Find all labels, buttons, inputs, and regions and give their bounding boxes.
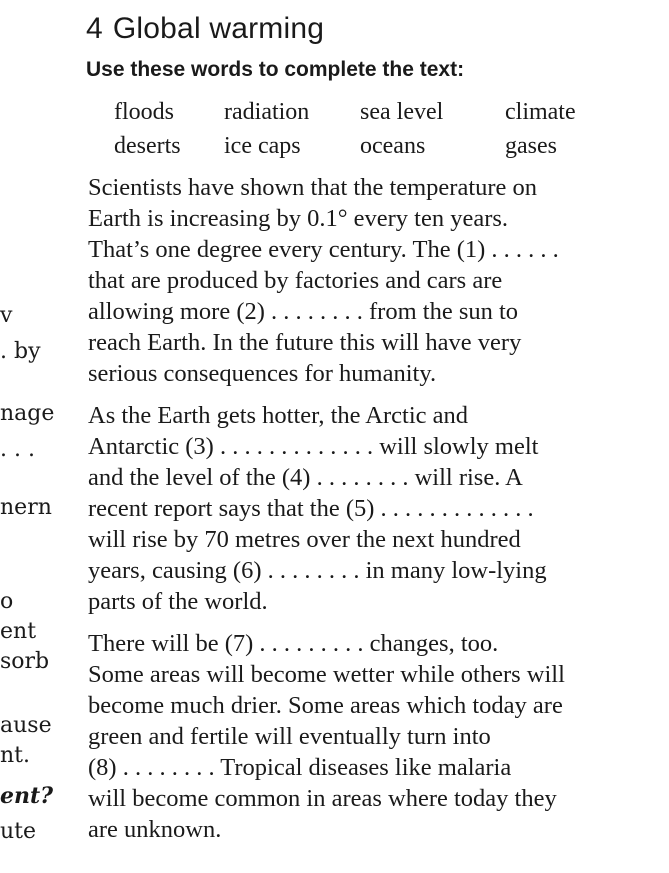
margin-fragment: sorb <box>0 649 50 674</box>
word-bank-item: floods <box>114 99 174 125</box>
word-bank-item: radiation <box>224 99 310 125</box>
exercise-instruction: Use these words to complete the text: <box>86 58 465 81</box>
paragraph <box>88 628 648 845</box>
margin-fragment: nt. <box>0 743 31 768</box>
exercise-heading <box>86 12 324 46</box>
text-line: parts of the world. <box>88 588 268 615</box>
margin-fragment: v <box>0 303 13 328</box>
text-line: Scientists have shown that the temperature on <box>88 174 538 201</box>
text-line: Earth is increasing by 0.1° every ten years. <box>88 205 509 232</box>
margin-fragment: . by <box>0 339 41 364</box>
text-line: That’s one degree every century. The (1) . . . . . . <box>88 236 559 263</box>
text-line: green and fertile will eventually turn into <box>88 723 491 750</box>
margin-fragment: ent? <box>0 783 54 809</box>
exercise-title: Global warming <box>112 12 325 45</box>
word-bank-item: oceans <box>360 133 426 159</box>
paragraph <box>88 400 648 617</box>
text-line: reach Earth. In the future this will have very <box>88 329 522 356</box>
margin-fragment: ent <box>0 619 37 644</box>
text-line: There will be (7) . . . . . . . . . changes, too. <box>88 630 499 657</box>
text-line: become much drier. Some areas which today are <box>88 692 563 719</box>
margin-fragment: o <box>0 589 14 614</box>
text-line: As the Earth gets hotter, the Arctic and <box>88 402 469 429</box>
text-line: allowing more (2) . . . . . . . . from the sun to <box>88 298 519 325</box>
text-line: recent report says that the (5) . . . . . . . . . . . . . <box>88 495 534 522</box>
text-line: are unknown. <box>88 816 222 843</box>
word-bank-item: climate <box>505 99 576 125</box>
text-line: will rise by 70 metres over the next hundred <box>88 526 521 553</box>
exercise-number: 4 <box>86 12 103 45</box>
margin-fragment: nage <box>0 401 55 426</box>
text-line: Antarctic (3) . . . . . . . . . . . . . will slowly melt <box>88 433 539 460</box>
margin-fragment: ute <box>0 819 37 844</box>
word-bank-item: sea level <box>360 99 444 125</box>
margin-fragment: ause <box>0 713 52 738</box>
text-line: serious consequences for humanity. <box>88 360 437 387</box>
text-line: that are produced by factories and cars are <box>88 267 503 294</box>
text-line: years, causing (6) . . . . . . . . in many low-lying <box>88 557 547 584</box>
text-line: and the level of the (4) . . . . . . . . will rise. A <box>88 464 523 491</box>
text-line: will become common in areas where today they <box>88 785 557 812</box>
text-line: (8) . . . . . . . . Tropical diseases like malaria <box>88 754 512 781</box>
margin-fragment: nern <box>0 495 52 520</box>
word-bank-item: deserts <box>114 133 181 159</box>
paragraph <box>88 172 648 389</box>
word-bank-item: gases <box>505 133 557 159</box>
word-bank-item: ice caps <box>224 133 301 159</box>
text-line: Some areas will become wetter while others will <box>88 661 565 688</box>
margin-fragment: . . . <box>0 437 35 462</box>
